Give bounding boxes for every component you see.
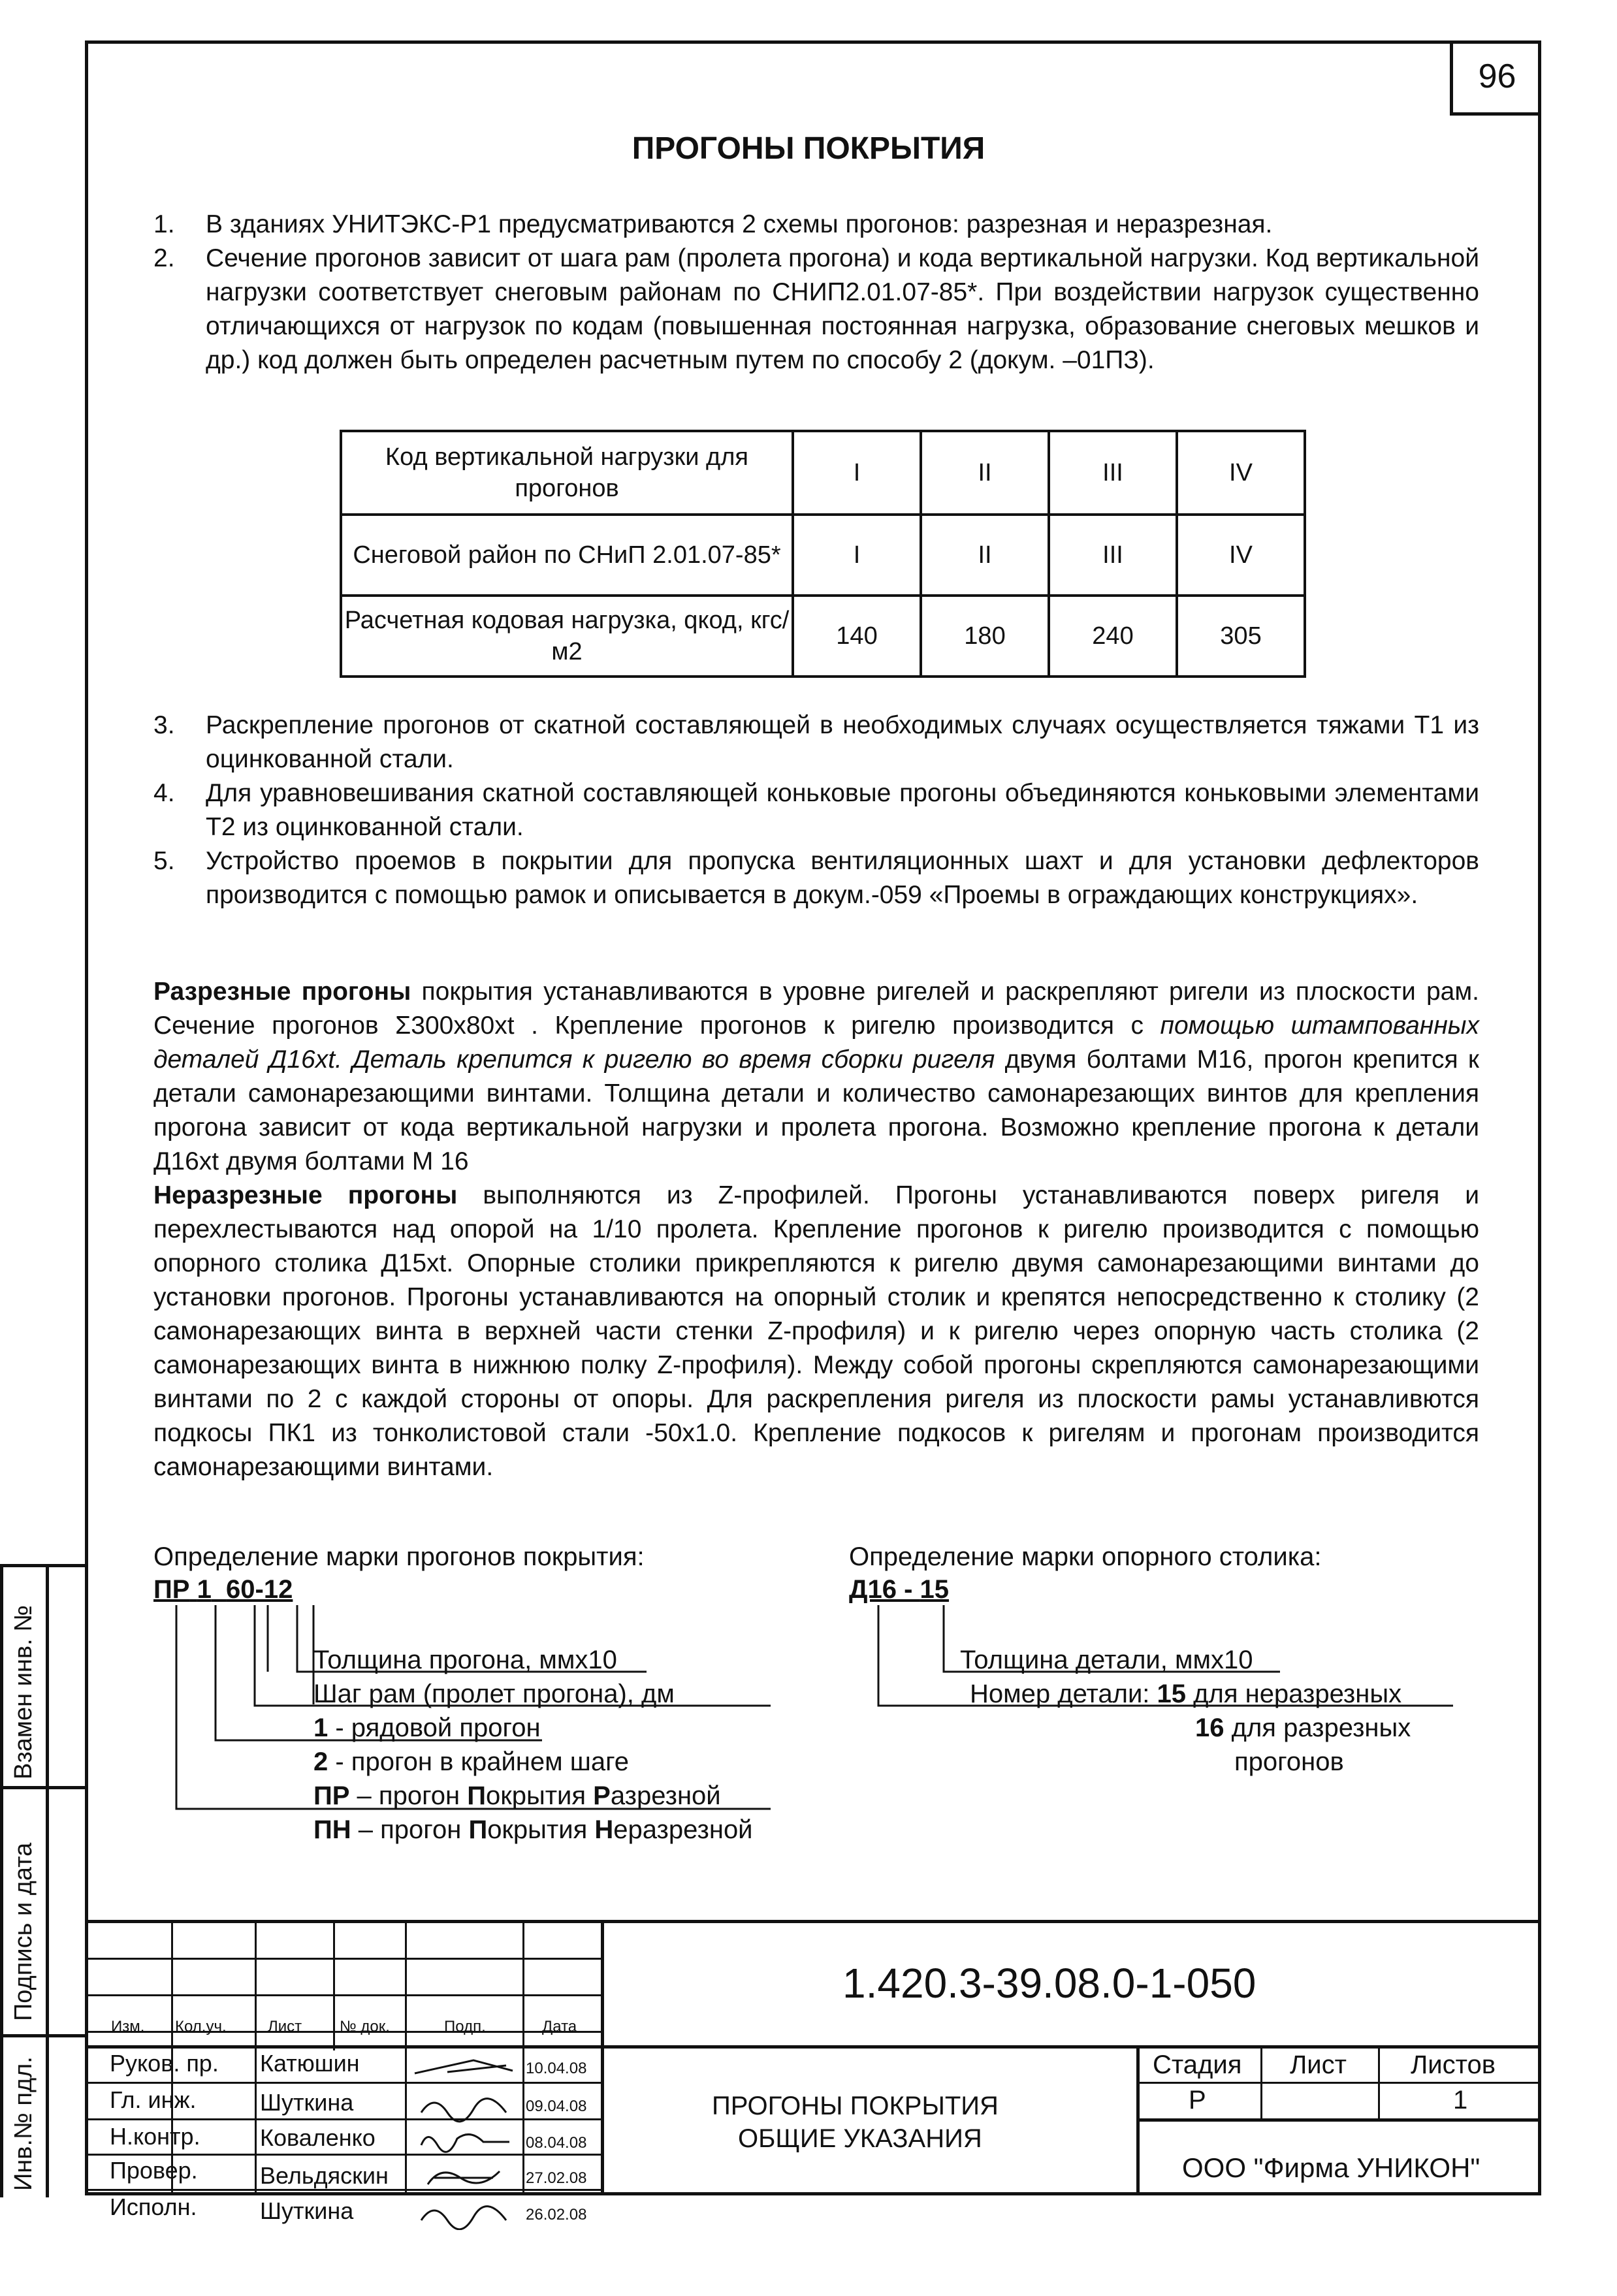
tb-name: Шуткина: [260, 2089, 354, 2116]
table-cell-label: Расчетная кодовая нагрузка, qкод, кгс/м2: [341, 596, 793, 677]
split-heading: Разрезные прогоны: [153, 978, 411, 1006]
doc-title-line-2: ОБЩИЕ УКАЗАНИЯ: [738, 2124, 982, 2153]
item-text: Раскрепление прогонов от скатной составляющей в необходимых случаях осуществляется тяжами Т1 из оцинкованной стали.: [206, 711, 1479, 773]
table-number-16: [1195, 1712, 1411, 1744]
tb-name: Коваленко: [260, 2124, 376, 2151]
pr-r: Р: [593, 1781, 611, 1810]
table-cell: IV: [1177, 515, 1305, 596]
table-cell: II: [921, 431, 1049, 515]
n15-text: для неразрезных: [1186, 1680, 1402, 1708]
item-number: 5.: [153, 847, 175, 875]
pn-mid: окрытия: [487, 1815, 595, 1844]
table-mark-heading: Определение марки опорного столика:: [849, 1542, 1322, 1571]
edge-num: 2: [313, 1747, 328, 1776]
item-number: 3.: [153, 711, 175, 739]
tb-name: Вельдяскин: [260, 2162, 389, 2189]
table-cell: 180: [921, 596, 1049, 677]
table-cell-label: Снеговой район по СНиП 2.01.07-85*: [341, 515, 793, 596]
tb-date: 08.04.08: [526, 2134, 587, 2152]
table-cell: IV: [1177, 431, 1305, 515]
doc-title-line-1: ПРОГОНЫ ПОКРЫТИЯ: [712, 2092, 999, 2120]
tb-col-kol: Кол.уч.: [175, 2018, 227, 2035]
table-cell: 240: [1049, 596, 1177, 677]
tb-col-izm: Изм.: [111, 2018, 145, 2035]
tb-col-list: Лист: [268, 2018, 302, 2035]
code-1: 1: [197, 1575, 212, 1604]
table-cell: 305: [1177, 596, 1305, 677]
tb-role: Гл. инж.: [110, 2086, 197, 2113]
code-rest: 60-12: [226, 1575, 293, 1604]
tb-date: 26.02.08: [526, 2206, 587, 2224]
sidebar-inv-replace: Взамен инв. №: [10, 1605, 37, 1779]
sheet-label: Лист: [1290, 2050, 1347, 2079]
table-number-16b: прогонов: [1234, 1747, 1344, 1776]
document-code: 1.420.3-39.08.0-1-050: [842, 1960, 1257, 2007]
code-pr: ПР: [153, 1575, 190, 1604]
tb-role: Н.контр.: [110, 2123, 200, 2150]
pr-end: азрезной: [610, 1781, 721, 1810]
purlin-mark-heading: Определение марки прогонов покрытия:: [153, 1542, 645, 1571]
item-number: 2.: [153, 244, 175, 272]
table-number: [970, 1678, 1401, 1710]
pn-n: Н: [594, 1815, 614, 1844]
item-text: Устройство проемов в покрытии для пропуска вентиляционных шахт и для установки дефлекторов производится с помощью рамок и описывается в докум.-059 «Проемы в ограждающих конструкциях».: [206, 847, 1479, 909]
table-cell: I: [793, 515, 921, 596]
company-name: ООО "Фирма УНИКОН": [1182, 2152, 1481, 2183]
pn-p: П: [468, 1815, 488, 1844]
table-cell: II: [921, 515, 1049, 596]
table-cell: I: [793, 431, 921, 515]
tb-col-date: Дата: [542, 2018, 577, 2035]
n16-text: для разрезных: [1224, 1714, 1411, 1742]
pn-dash: – прогон: [351, 1815, 469, 1844]
purlin-step: Шаг рам (пролет прогона), дм: [313, 1680, 675, 1708]
code-d: Д16: [849, 1575, 897, 1604]
pr-p: П: [467, 1781, 486, 1810]
tb-col-sign: Подп.: [444, 2018, 486, 2035]
edge-text: - прогон в крайнем шаге: [328, 1747, 630, 1776]
sidebar-sign-date: Подпись и дата: [10, 1842, 37, 2021]
tb-col-doc: № док.: [340, 2018, 390, 2035]
tb-name: Шуткина: [260, 2197, 354, 2224]
split-text-1: покрытия устанавливаются в уровне ригелей и раскрепляют ригели из плоскости рам. Сечение прогонов Σ300х80хt . Крепление прогонов к ригелю производится с: [153, 978, 1479, 1040]
page-title: ПРОГОНЫ ПОКРЫТИЯ: [632, 131, 985, 166]
item-text: В зданиях УНИТЭКС-Р1 предусматриваются 2 схемы прогонов: разрезная и неразрезная.: [206, 210, 1273, 238]
sheets-label: Листов: [1411, 2050, 1496, 2079]
stage-label: Стадия: [1153, 2050, 1242, 2079]
item-number: 1.: [153, 210, 175, 238]
pr-dash: – прогон: [349, 1781, 468, 1810]
pr-mid: окрытия: [485, 1781, 594, 1810]
continuous-heading: Неразрезные прогоны: [153, 1181, 458, 1209]
item-text: Сечение прогонов зависит от шага рам (пролета прогона) и кода вертикальной нагрузки. Код вертикальной нагрузки соответствует снеговым районам по СНИП2.01.07-85*. При воздействии нагрузок существенно отличающихся от нагрузок по кодам (повышенная постоянная нагрузка, образование снеговых мешков и др.) код должен быть определен расчетным путем по способу 2 (докум. –01ПЗ).: [206, 244, 1479, 374]
split-text-2: двумя болтами М16, прогон крепится к детали самонарезающими винтами. Толщина детали и количество самонарезающих винтов для крепления прогона зависит от кода вертикальной нагрузки и пролета прогона. Возможно крепление прогона к детали Д16хt двумя болтами М 16: [153, 1045, 1479, 1175]
tb-date: 09.04.08: [526, 2097, 587, 2115]
stage-value: Р: [1189, 2086, 1206, 2114]
table-cell-label: Код вертикальной нагрузки для прогонов: [341, 431, 793, 515]
table-cell: III: [1049, 431, 1177, 515]
sidebar-inv-orig: Инв.№ пдл.: [10, 2056, 37, 2191]
item-text: Для уравновешивания скатной составляющей коньковые прогоны объединяются коньковыми элементами Т2 из оцинкованной стали.: [206, 779, 1479, 841]
purlin-thickness: Толщина прогона, ммх10: [313, 1646, 617, 1674]
tb-role: Провер.: [110, 2157, 198, 2184]
tb-role: Руков. пр.: [110, 2050, 219, 2077]
pn-abbr: ПН: [313, 1815, 351, 1844]
split-text-italic: помощью штампованных деталей Д16хt. Деталь крепится к ригелю во время сборки ригеля: [153, 1012, 1479, 1074]
tb-name: Катюшин: [260, 2050, 360, 2077]
n15: 15: [1157, 1680, 1187, 1708]
page-number: 96: [1450, 40, 1541, 116]
pr-abbr: ПР: [313, 1781, 350, 1810]
table-cell: III: [1049, 515, 1177, 596]
tb-date: 10.04.08: [526, 2060, 587, 2077]
row-text: - рядовой прогон: [328, 1714, 541, 1742]
table-thickness: Толщина детали, ммх10: [960, 1646, 1253, 1674]
pn-end: еразрезной: [613, 1815, 753, 1844]
code-n: 15: [920, 1575, 950, 1604]
row-num: 1: [313, 1714, 328, 1742]
tb-role: Исполн.: [110, 2193, 197, 2220]
n16: 16: [1195, 1714, 1225, 1742]
continuous-text: выполняются из Z-профилей. Прогоны устанавливаются поверх ригеля и перехлестываются над опорой на 1/10 пролета. Крепление прогонов к ригелю производится с помощью опорного столика Д15хt. Опорные столики прикрепляются к ригелю двумя самонарезающими винтами до установки прогонов. Прогоны устанавливаются на опорный столик и крепятся непосредственно к столику (2 самонарезающих винта в верхней части стенки Z-профиля) и к ригелю через опорную часть столика (2 самонарезающих винта в нижнюю полку Z-профиля). Между собой прогоны скрепляются самонарезающими винтами по 2 с каждой стороны от опоры. Для раскрепления ригеля из плоскости рамы устанавливются подкосы ПК1 из тонколистовой стали -50х1.0. Крепление подкосов к ригелям и прогонам производится самонарезающими винтами.: [153, 1181, 1479, 1481]
table-cell: 140: [793, 596, 921, 677]
tb-date: 27.02.08: [526, 2169, 587, 2187]
signatures-image: [408, 2047, 522, 2230]
code-sep: -: [897, 1575, 920, 1604]
item-number: 4.: [153, 779, 175, 807]
num-label: Номер детали:: [970, 1680, 1157, 1708]
sheets-value: 1: [1453, 2086, 1468, 2114]
